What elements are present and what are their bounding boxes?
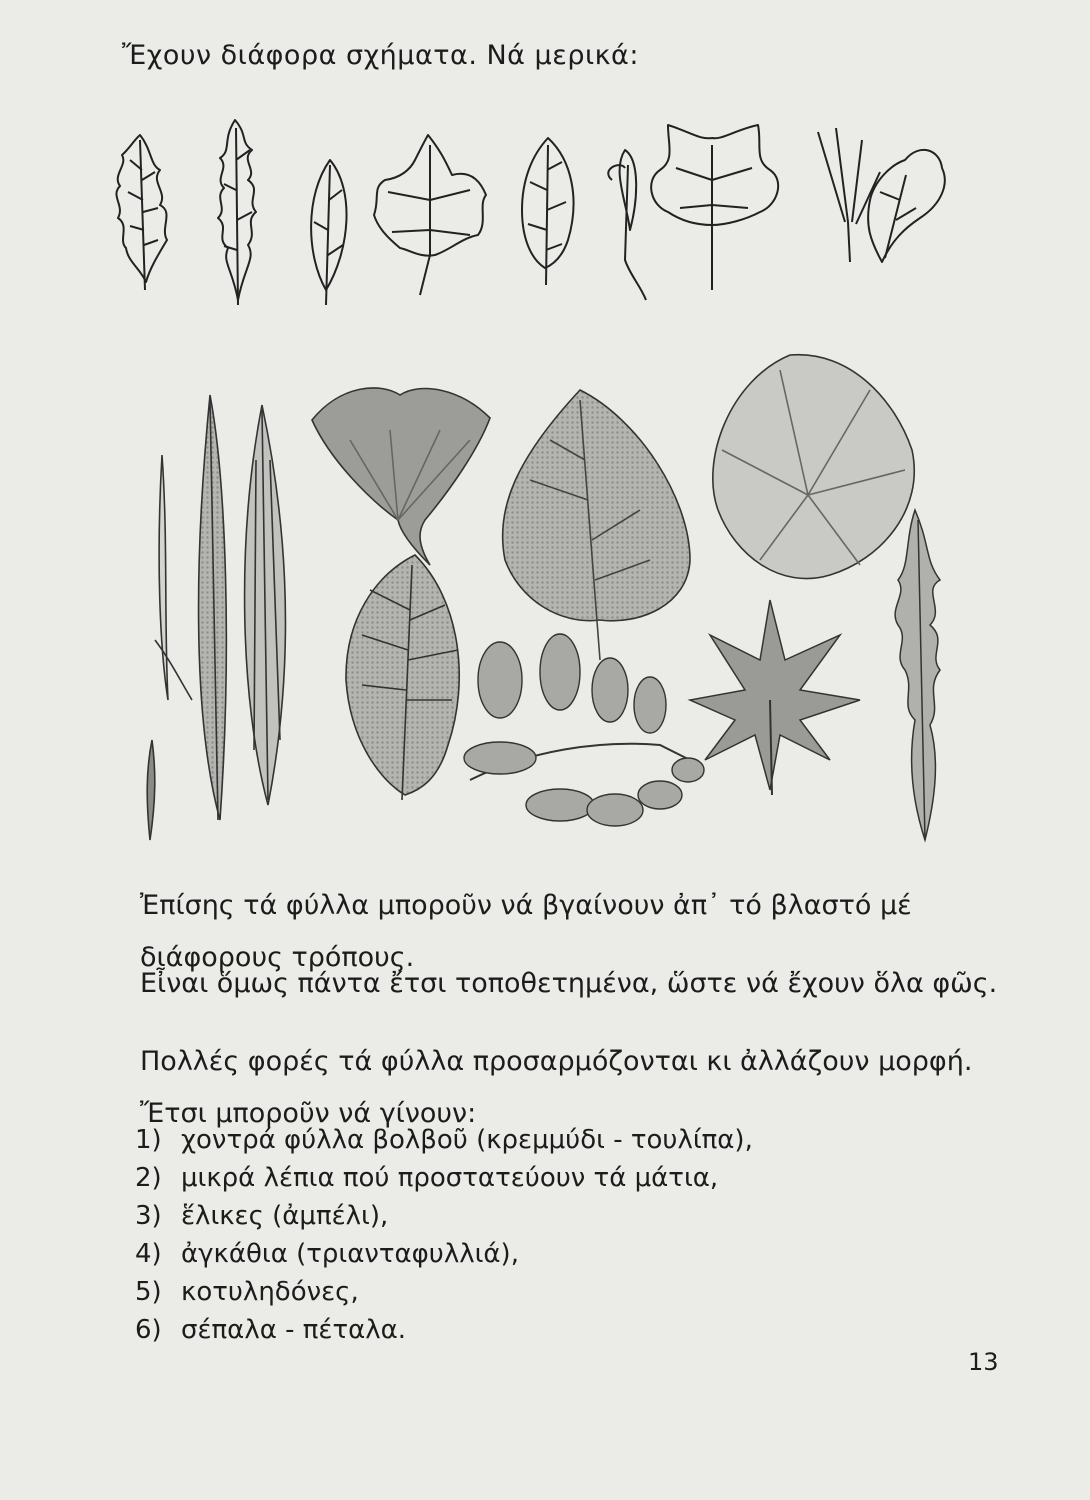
- list-item: [135, 1273, 753, 1311]
- compound-leaf-icon: [464, 634, 704, 826]
- dandelion-leaf-icon: [218, 120, 256, 305]
- list-number: 1): [135, 1125, 162, 1155]
- list-number: 2): [135, 1163, 162, 1193]
- elliptic-leaf-icon: [346, 555, 459, 800]
- list-text: μικρά λέπια πού προστατεύουν τά μάτια,: [181, 1163, 719, 1193]
- heart-leaf-icon: [868, 150, 945, 262]
- linden-leaf-icon: [503, 390, 690, 660]
- list-number: 3): [135, 1201, 162, 1231]
- palmate-leaf-icon: [690, 600, 860, 795]
- elm-leaf-icon: [522, 138, 574, 285]
- text-paragraph: Πολλές φορές τά φύλλα προσαρμόζονται κι ἀλλάζουν μορφή. Ἔτσι μποροῦν νά γίνουν:: [140, 1046, 973, 1129]
- oak-leaf-icon: [116, 135, 167, 290]
- lanceolate-leaf-icon: [311, 160, 346, 305]
- arrow-leaf-icon: [608, 150, 646, 300]
- list-item: [135, 1235, 753, 1273]
- ginkgo-leaf-icon: [312, 388, 490, 565]
- grass-blade-leaves-icon: [147, 395, 285, 840]
- leaf-adaptations-list: [135, 1121, 753, 1349]
- list-number: 4): [135, 1239, 162, 1269]
- list-number: 5): [135, 1277, 162, 1307]
- tulip-tree-leaf-icon: [651, 125, 778, 290]
- list-number: 6): [135, 1315, 162, 1345]
- list-text: σέπαλα - πέταλα.: [181, 1315, 407, 1345]
- list-text: ἕλικες (ἀμπέλι),: [181, 1201, 389, 1231]
- list-item: [135, 1159, 753, 1197]
- text-paragraph: Εἶναι ὅμως πάντα ἔτσι τοποθετημένα, ὥστε νά ἔχουν ὅλα φῶς.: [140, 968, 998, 999]
- list-item: [135, 1311, 753, 1349]
- list-text: χοντρά φύλλα βολβοῦ (κρεμμύδι - τουλίπα),: [181, 1125, 753, 1155]
- list-item: [135, 1121, 753, 1159]
- intro-line: Ἔχουν διάφορα σχήματα. Νά μερικά:: [122, 40, 639, 71]
- round-leaf-icon: [713, 355, 914, 579]
- dandelion-shaded-leaf-icon: [895, 510, 940, 840]
- text-paragraph: Ἐπίσης τά φύλλα μποροῦν νά βγαίνουν ἀπ᾽ τό βλαστό μέ διάφορους τρόπους.: [140, 890, 912, 973]
- page-number: 13: [968, 1348, 999, 1376]
- maple-leaf-icon: [374, 135, 486, 295]
- list-item: [135, 1197, 753, 1235]
- list-text: ἀγκάθια (τριανταφυλλιά),: [181, 1239, 519, 1269]
- list-text: κοτυληδόνες,: [181, 1277, 359, 1307]
